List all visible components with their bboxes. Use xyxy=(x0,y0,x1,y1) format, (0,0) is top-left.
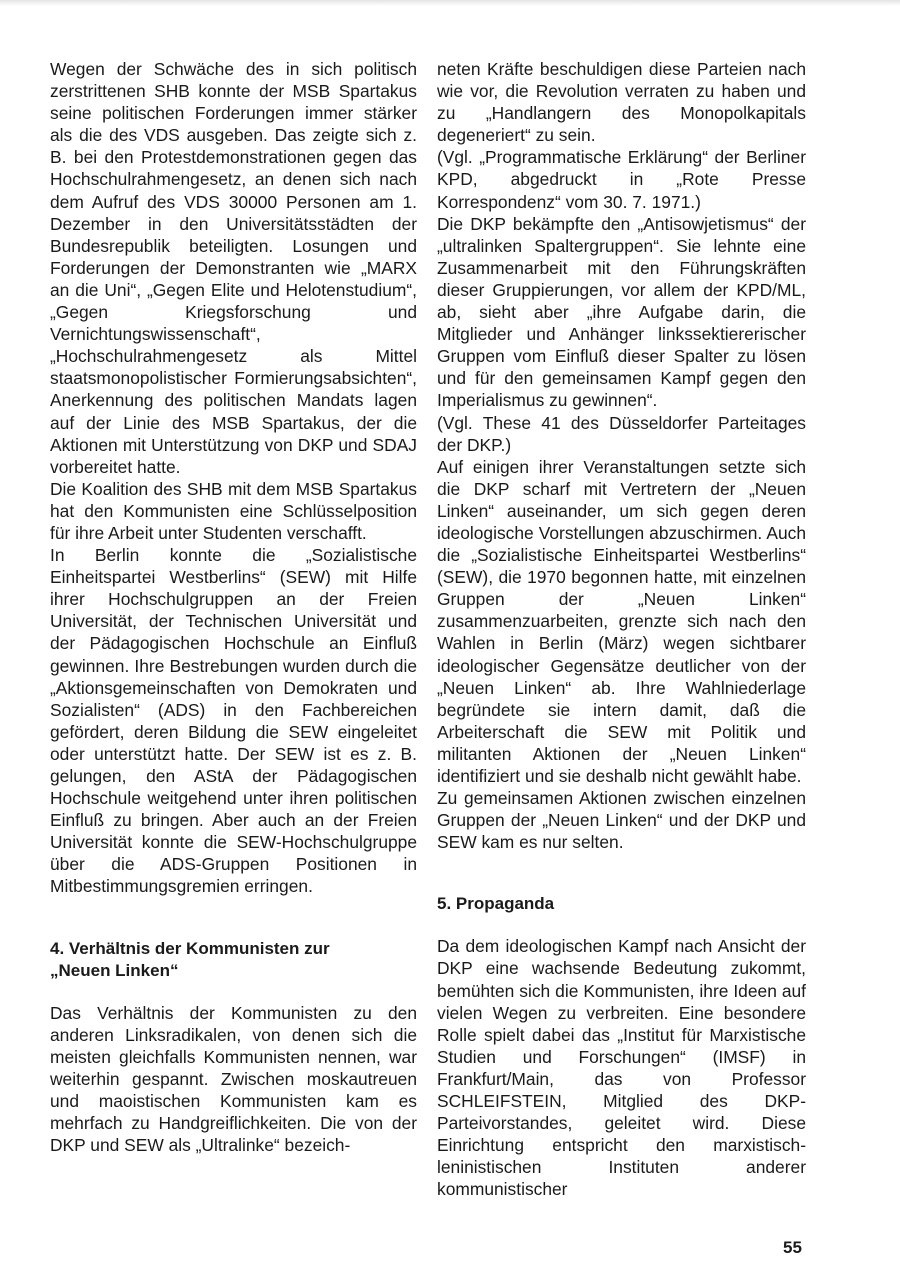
paragraph-gemeinsame-aktionen: Zu gemeinsamen Aktionen zwischen einzelnen Gruppen der „Neuen Linken“ und der DKP und SEW kam es nur selten. xyxy=(437,788,806,853)
paragraph-verhaeltnis: Das Verhältnis der Kommunisten zu den anderen Linksradikalen, von denen sich die meisten gleichfalls Kommunisten nennen, war weiterhin gespannt. Zwischen moskautreuen und maoistischen Kommunisten kam es mehrfach zu Handgreiflichkeiten. Die von der DKP und SEW als „Ultralinke“ bezeich- xyxy=(50,1002,417,1156)
heading-spacer xyxy=(50,982,417,1002)
paragraph-veranstaltungen: Auf einigen ihrer Veranstaltungen setzte sich die DKP scharf mit Vertretern der „Neuen Linken“ auseinander, um sich gegen deren ideologische Vorstellungen abzuschirmen. Auch die „Sozialistische Einheitspartei Westberlins“ (SEW), die 1970 begonnen hatte, mit einzelnen Gruppen der „Neuen Linken“ zusammenzuarbeiten, grenzte sich nach den Wahlen in Berlin (März) wegen sichtbarer ideologischer Gegensätze deutlicher von der „Neuen Linken“ ab. Ihre Wahlniederlage begründete sie intern damit, daß die Arbeiterschaft die SEW mit Politik und militanten Aktionen der „Neuen Linken“ identifiziert und sie deshalb nicht gewählt habe. xyxy=(437,456,806,786)
section-heading-4-line2: „Neuen Linken“ xyxy=(50,960,179,980)
right-column xyxy=(437,58,806,1201)
heading-spacer xyxy=(437,915,806,935)
paragraph-spartakus-vds: Wegen der Schwäche des in sich politisch zerstrittenen SHB konnte der MSB Spartakus seine politischen Forderungen immer stärker als die des VDS ausgeben. Das zeigte sich z. B. bei den Protestdemonstrationen gegen das Hochschulrahmengesetz, an denen sich nach dem Aufruf des VDS 30000 Personen am 1. Dezember in den Universitätsstädten der Bundesrepublik beteiligten. Losungen und Forderungen der Demonstranten wie „MARX an die Uni“, „Gegen Elite und Helotenstudium“, „Gegen Kriegsforschung und Vernichtungswissenschaft“, „Hochschulrahmengesetz als Mittel staatsmonopolistischer Formierungsabsichten“, Anerkennung des politischen Mandats lagen auf der Linie des MSB Spartakus, der die Aktionen mit Unterstützung von DKP und SDAJ vorbereitet hatte. xyxy=(50,59,417,477)
scan-edge-shade xyxy=(0,0,900,6)
left-column xyxy=(50,58,417,1156)
section-spacer xyxy=(50,898,417,938)
section-heading-4 xyxy=(50,938,417,982)
section-heading-4-line1: 4. Verhältnis der Kommunisten zur xyxy=(50,938,330,958)
section-heading-5: 5. Propaganda xyxy=(437,894,555,914)
page-number: 55 xyxy=(783,1238,802,1257)
paragraph-berlin-sew: In Berlin konnte die „Sozialistische Einheitspartei Westberlins“ (SEW) mit Hilfe ihrer Hochschulgruppen an der Freien Universität, der Technischen Universität und der Pädagogischen Hochschule an Einfluß gewinnen. Ihre Bestrebungen wurden durch die „Aktionsgemeinschaften von Demokraten und Sozialisten“ (ADS) in den Fachbereichen gefördert, deren Bildung die SEW eingeleitet oder unterstützt hatte. Der SEW ist es z. B. gelungen, den AStA der Pädagogischen Hochschule weitgehend unter ihren politischen Einfluß zu bringen. Aber auch an der Freien Universität konnte die SEW-Hochschulgruppe über die ADS-Gruppen Positionen in Mitbestimmungsgremien erringen. xyxy=(50,545,417,897)
paragraph-vgl-these: (Vgl. These 41 des Düsseldorfer Parteitages der DKP.) xyxy=(437,412,806,455)
paragraph-propaganda: Da dem ideologischen Kampf nach Ansicht der DKP eine wachsende Bedeutung zukommt, bemühten sich die Kommunisten, ihre Ideen auf vielen Wegen zu verbreiten. Eine besondere Rolle spielt dabei das „Institut für Marxistische Studien und Forschungen“ (IMSF) in Frankfurt/Main, das von Professor SCHLEIFSTEIN, Mitglied des DKP-Parteivorstandes, geleitet wird. Diese Einrichtung entspricht den marxistisch-leninistischen Instituten anderer kommunistischer xyxy=(437,936,806,1200)
paragraph-vgl-kpd: (Vgl. „Programmatische Erklärung“ der Berliner KPD, abgedruckt in „Rote Presse Korrespondenz“ vom 30. 7. 1971.) xyxy=(437,147,806,212)
paragraph-shb-koalition: Die Koalition des SHB mit dem MSB Spartakus hat den Kommunisten eine Schlüsselposition für ihre Arbeit unter Studenten verschafft. xyxy=(50,478,417,543)
section-spacer xyxy=(437,853,806,893)
paragraph-kraefte: neten Kräfte beschuldigen diese Parteien nach wie vor, die Revolution verraten zu haben und zu „Handlangern des Monopolkapitals degeneriert“ zu sein. xyxy=(437,59,806,146)
paragraph-antisowjetismus: Die DKP bekämpfte den „Antisowjetismus“ der „ultralinken Spaltergruppen“. Sie lehnte eine Zusammenarbeit mit den Führungskräften dieser Gruppierungen, vor allem der KPD/ML, ab, sieht aber „ihre Aufgabe darin, die Mitglieder und Anhänger linkssektiererischer Gruppen vom Einfluß dieser Spalter zu lösen und für den gemeinsamen Kampf gegen den Imperialismus zu gewinnen“. xyxy=(437,213,806,411)
